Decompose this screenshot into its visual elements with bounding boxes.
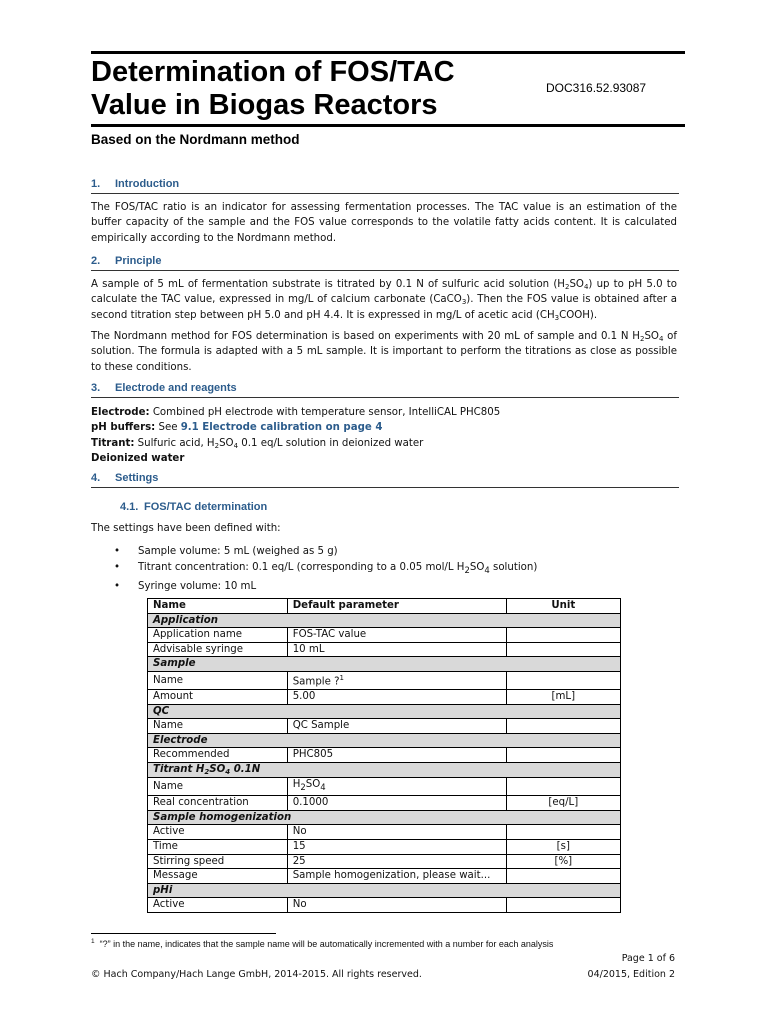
calibration-link[interactable]: 9.1 Electrode calibration on page 4	[180, 422, 383, 434]
heading-text: Electrode and reagents	[115, 382, 237, 394]
principle-paragraph-2	[91, 329, 677, 375]
text-run: 0.1N	[230, 763, 261, 775]
cell-unit	[506, 628, 620, 643]
section-label: Application	[148, 613, 621, 628]
table-row	[148, 839, 621, 854]
section-row-qc	[148, 704, 621, 719]
column-header-unit: Unit	[506, 599, 620, 614]
text-run: Sulfuric acid, H	[134, 437, 215, 449]
table-row	[148, 898, 621, 913]
heading-text: Introduction	[115, 178, 180, 190]
subscript: 4	[658, 335, 664, 343]
cell-unit	[506, 748, 620, 763]
cell-unit	[506, 642, 620, 657]
text-run: Sample ?	[292, 676, 340, 688]
section-row-titrant	[148, 762, 621, 777]
label: Electrode:	[91, 407, 150, 418]
text-run: Sample volume: 5 mL (weighed as 5 g)	[138, 546, 338, 557]
subscript: 4	[233, 441, 239, 450]
heading-principle	[91, 255, 679, 271]
column-header-default: Default parameter	[287, 599, 506, 614]
footnote-mark: 1	[91, 938, 95, 945]
copyright-notice: © Hach Company/Hach Lange GmbH, 2014-2015. All rights reserved.	[91, 969, 422, 980]
text-run: ). Then the FOS value is obtained after a second titration step between pH 5.0 and pH 4.4. It is expressed in mg/L of acetic acid (CH	[91, 294, 677, 321]
section-label: Sample	[148, 657, 621, 672]
label: Deionized water	[91, 453, 185, 465]
text-run: SO	[469, 561, 485, 573]
cell-unit	[506, 898, 620, 913]
text-run: Titrant concentration: 0.1 eq/L (corresponding to a 0.05 mol/L H	[138, 561, 465, 573]
settings-intro: The settings have been defined with:	[91, 523, 281, 534]
table-row	[148, 689, 621, 704]
text-run: SO	[569, 279, 584, 290]
subheading-text: FOS/TAC determination	[144, 501, 268, 513]
bullet-icon: •	[114, 581, 121, 593]
label: Titrant:	[91, 437, 135, 449]
introduction-paragraph: The FOS/TAC ratio is an indicator for assessing fermentation processes. The TAC value is an estimation of the buffer capacity of the sample and the FOS value corresponds to the volatile fatty acids content. It is calculated empirically according to the Nordmann method.	[91, 202, 677, 244]
cell-unit	[506, 825, 620, 840]
table-header-row	[148, 599, 621, 614]
cell-unit	[506, 777, 620, 796]
cell-value: 10 mL	[287, 642, 506, 657]
subscript: 3	[554, 313, 560, 322]
text-run: SO	[305, 778, 321, 790]
cell-name: Recommended	[148, 748, 288, 763]
cell-name: Message	[148, 869, 288, 884]
section-label: QC	[148, 704, 621, 719]
heading-settings	[91, 472, 679, 488]
table-row	[148, 748, 621, 763]
cell-value: 15	[287, 839, 506, 854]
table-row	[148, 719, 621, 734]
cell-name: Time	[148, 839, 288, 854]
cell-value	[287, 777, 506, 796]
label: pH buffers:	[91, 422, 156, 434]
subheading-fos-tac	[120, 501, 267, 513]
title-line-1: Determination of FOS/TAC	[91, 56, 455, 88]
text-run: Syringe volume: 10 mL	[138, 581, 257, 593]
text-run: SO	[644, 331, 659, 342]
text-run: ) up to pH 5.0 to calculate the TAC value, expressed in mg/L of calcium carbonate (CaCO	[91, 279, 678, 306]
heading-text: Settings	[115, 472, 159, 484]
subheading-number: 4.1.	[120, 501, 139, 513]
text-run: of solution. The formula is adapted with a 5 mL sample. It is important to perform the titrations as close as possible to these conditions.	[91, 331, 677, 373]
table-row	[148, 628, 621, 643]
text-run: SO	[219, 437, 234, 449]
section-label	[148, 762, 621, 777]
footnote	[91, 938, 691, 949]
list-item	[114, 579, 674, 595]
subscript: 2	[564, 283, 570, 291]
buffers-line	[91, 420, 677, 435]
heading-text: Principle	[115, 255, 162, 267]
heading-electrode-reagents	[91, 382, 679, 398]
cell-name: Active	[148, 825, 288, 840]
text-run: 0.1 eq/L solution in deionized water	[238, 437, 424, 449]
heading-introduction	[91, 178, 679, 194]
cell-name: Active	[148, 898, 288, 913]
cell-name: Advisable syringe	[148, 642, 288, 657]
section-label: Electrode	[148, 733, 621, 748]
principle-paragraph-1	[91, 277, 677, 323]
subscript: 2	[214, 441, 220, 450]
list-item	[114, 544, 674, 560]
table-row	[148, 825, 621, 840]
subscript: 4	[320, 782, 326, 793]
section-label: Sample homogenization	[148, 810, 621, 825]
table-row	[148, 777, 621, 796]
cell-value: 0.1000	[287, 796, 506, 811]
section-row-application	[148, 613, 621, 628]
cell-value: No	[287, 898, 506, 913]
table-row	[148, 854, 621, 869]
cell-value: Sample homogenization, please wait...	[287, 869, 506, 884]
cell-value: FOS-TAC value	[287, 628, 506, 643]
footnote-marker[interactable]: 1	[339, 673, 345, 682]
cell-value: 5.00	[287, 689, 506, 704]
text-run: H	[292, 778, 301, 790]
cell-value: QC Sample	[287, 719, 506, 734]
subscript: 2	[300, 782, 306, 793]
cell-name: Name	[148, 719, 288, 734]
subscript: 4	[484, 565, 490, 576]
subscript: 2	[464, 565, 470, 576]
section-row-sample	[148, 657, 621, 672]
text-run: Titrant H	[153, 763, 205, 775]
cell-unit	[506, 671, 620, 689]
subscript: 4	[583, 283, 589, 291]
document-id: DOC316.52.93087	[546, 81, 647, 95]
subscript: 3	[461, 298, 467, 307]
list-item	[114, 560, 674, 580]
cell-unit	[506, 719, 620, 734]
cell-name: Real concentration	[148, 796, 288, 811]
table-row	[148, 642, 621, 657]
document-title	[91, 56, 531, 122]
bullet-icon: •	[114, 546, 121, 557]
section-row-phi	[148, 883, 621, 898]
table-row	[148, 671, 621, 689]
title-top-rule	[91, 51, 685, 54]
cell-unit	[506, 869, 620, 884]
cell-name: Stirring speed	[148, 854, 288, 869]
text-run: A sample of 5 mL of fermentation substrate is titrated by 0.1 N of sulfuric acid solution (H	[91, 279, 565, 290]
heading-number: 4.	[91, 472, 101, 484]
heading-number: 1.	[91, 178, 101, 190]
subscript: 2	[639, 335, 645, 343]
text-run: The Nordmann method for FOS determination is based on experiments with 20 mL of sample and 0.1 N H	[91, 331, 640, 342]
footnote-text: “?” in the name, indicates that the sample name will be automatically incremented with a number for each analysis	[99, 939, 554, 949]
table-row	[148, 796, 621, 811]
subscript: 2	[204, 767, 210, 776]
cell-value: No	[287, 825, 506, 840]
cell-value: 25	[287, 854, 506, 869]
text-run: solution)	[489, 561, 538, 573]
cell-name: Name	[148, 671, 288, 689]
parameters-table	[147, 598, 621, 913]
bullet-icon: •	[114, 561, 121, 573]
text-run: See	[155, 422, 181, 434]
page-number: Page 1 of 6	[621, 953, 675, 964]
heading-number: 2.	[91, 255, 101, 267]
cell-unit: [%]	[506, 854, 620, 869]
cell-value	[287, 671, 506, 689]
cell-unit: [eq/L]	[506, 796, 620, 811]
section-row-electrode	[148, 733, 621, 748]
cell-name: Application name	[148, 628, 288, 643]
electrode-reagents-list	[91, 405, 677, 467]
heading-number: 3.	[91, 382, 101, 394]
settings-bullet-list	[114, 544, 674, 595]
value: Combined pH electrode with temperature sensor, IntelliCAL PHC805	[149, 407, 501, 418]
title-bottom-rule	[91, 124, 685, 127]
footnote-rule	[91, 933, 276, 934]
column-header-name: Name	[148, 599, 288, 614]
document-subtitle: Based on the Nordmann method	[91, 132, 300, 147]
text-run: COOH).	[559, 309, 598, 321]
cell-value: PHC805	[287, 748, 506, 763]
edition-label: 04/2015, Edition 2	[587, 969, 675, 980]
cell-name: Amount	[148, 689, 288, 704]
cell-unit: [s]	[506, 839, 620, 854]
cell-name: Name	[148, 777, 288, 796]
electrode-line	[91, 405, 677, 420]
water-line	[91, 451, 677, 466]
subscript: 4	[225, 767, 231, 776]
table-row	[148, 869, 621, 884]
text-run: SO	[209, 763, 226, 775]
cell-unit: [mL]	[506, 689, 620, 704]
titrant-line	[91, 436, 677, 451]
section-label: pHi	[148, 883, 621, 898]
title-line-2: Value in Biogas Reactors	[91, 89, 438, 121]
section-row-homogenization	[148, 810, 621, 825]
